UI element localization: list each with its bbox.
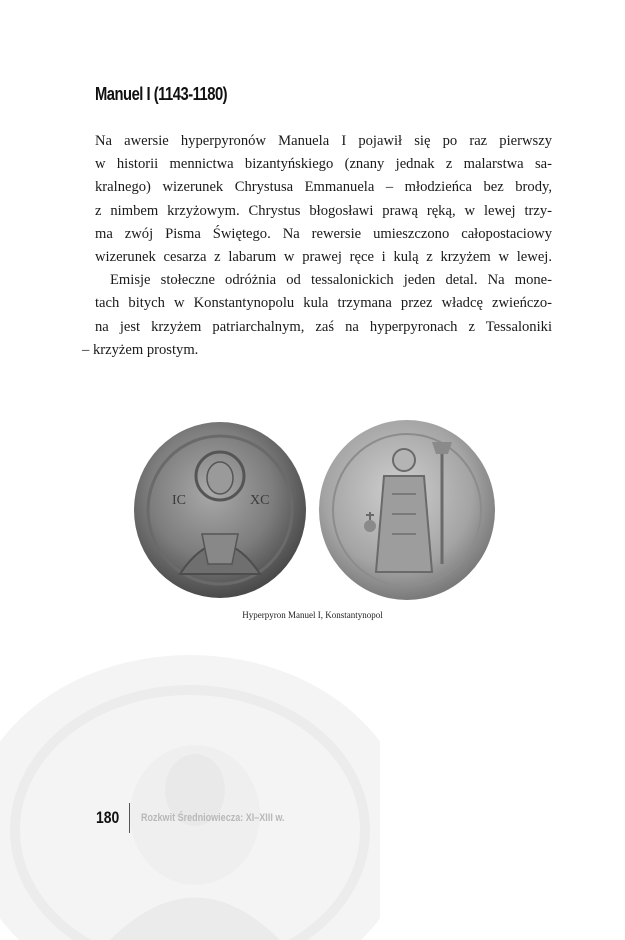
coin-figure [132,414,502,604]
svg-text:XC: XC [250,493,270,508]
text-line: wizerunek cesarza z labarum w prawej ręce i kulą z krzyżem w lewej. [95,248,552,265]
footer-divider [129,803,130,833]
page-number: 180 [96,808,120,827]
body-text [82,130,552,362]
text-line: Na awersie hyperpyronów Manuela I pojawił się po raz pierwszy [95,133,552,149]
text-line: ma zwój Pisma Świętego. Na rewersie umieszczono całopostaciowy [95,225,552,242]
figure-caption: Hyperpyron Manuel I, Konstantynopol [242,610,383,620]
running-title: Rozkwit Średniowiecza: XI–XIII w. [141,812,285,824]
coin-obverse-christ-icon [134,422,306,598]
text-line: na jest krzyżem patriarchalnym, zaś na hyperpyronach z Tessaloniki [95,318,552,335]
text-line: – krzyżem prostym. [82,341,199,358]
watermark-coin-icon [0,640,380,940]
text-line: w historii mennictwa bizantyńskiego (znany jednak z malarstwa sa- [95,156,552,173]
text-line: tach bitych w Konstantynopolu kula trzymana przez władcę zwieńczo- [95,295,552,312]
text-line: kralnego) wizerunek Chrystusa Emmanuela – młodzieńca bez brody, [95,179,552,196]
section-heading: Manuel I (1143-1180) [95,84,228,104]
coin-reverse-emperor-icon [319,420,495,600]
text-line: z nimbem krzyżowym. Chrystus błogosławi prawą ręką, w lewej trzy- [95,202,552,219]
text-line: Emisje stołeczne odróżnia od tessalonickich jeden detal. Na mone- [110,272,552,289]
svg-text:IC: IC [172,493,186,508]
